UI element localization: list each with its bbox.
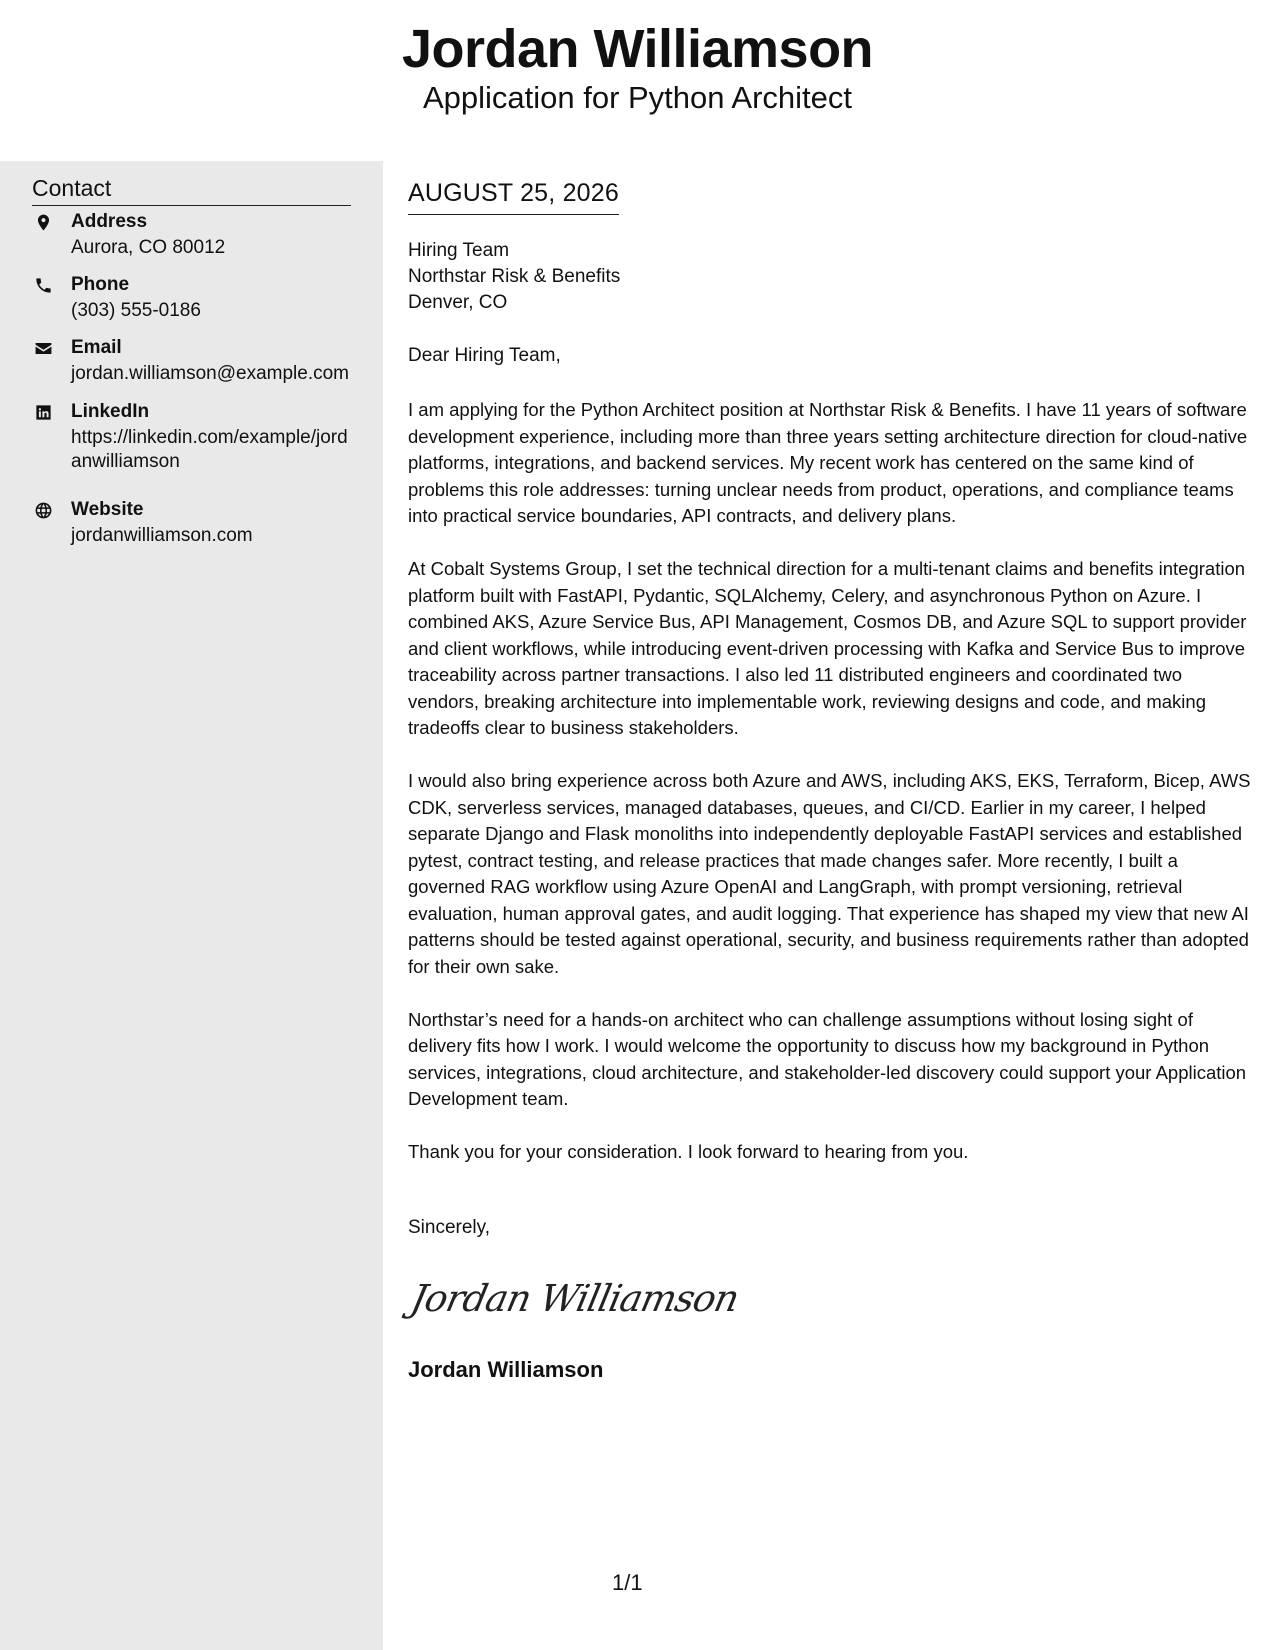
contact-website-value[interactable]: jordanwilliamson.com — [71, 525, 253, 546]
contact-heading: Contact — [32, 175, 351, 206]
page-number: 1/1 — [612, 1570, 643, 1595]
application-subtitle: Application for Python Architect — [422, 80, 853, 115]
handwritten-signature — [407, 1269, 743, 1329]
contact-email-label: Email — [71, 337, 122, 358]
phone-icon — [32, 274, 54, 296]
contact-phone-label: Phone — [71, 274, 130, 295]
recipient-line: Denver, CO — [408, 292, 508, 313]
recipient-line: Northstar Risk & Benefits — [408, 266, 621, 287]
letter-paragraph: I would also bring experience across both Azure and AWS, including AKS, EKS, Terraform, Bicep, AWS CDK, serverless services, managed databases, queues, and CI/CD. Earlier in my career, I helped separate Django and Flask monoliths into independently deployable FastAPI services and established pytest, contract testing, and release practices that made changes safer. More recently, I built a governed RAG workflow using Azure OpenAI and LangGraph, with prompt versioning, retrieval evaluation, human approval gates, and audit logging. That experience has shaped my view that new AI patterns should be tested against operational, security, and business requirements rather than adopted for their own sake. — [408, 770, 1251, 977]
letter-header — [0, 0, 1275, 161]
contact-website-label: Website — [71, 499, 144, 520]
contact-linkedin-value[interactable]: https://linkedin.com/example/jordanwilliamson — [71, 427, 348, 472]
letter-date: AUGUST 25, 2026 — [408, 179, 619, 215]
signer-name: Jordan Williamson — [408, 1357, 604, 1382]
contact-sidebar — [0, 161, 383, 1650]
applicant-name: Jordan Williamson — [401, 19, 874, 79]
recipient-block — [408, 238, 620, 316]
letter-paragraph: Northstar’s need for a hands-on architect who can challenge assumptions without losing sight of delivery fits how I work. I would welcome the opportunity to discuss how my background in Python services, integrations, cloud architecture, and stakeholder-led discovery could support your Application Development team. — [408, 1008, 1247, 1109]
contact-phone-value: (303) 555-0186 — [71, 300, 201, 321]
letter-paragraphs — [408, 397, 1253, 1192]
contact-linkedin-label: LinkedIn — [71, 401, 150, 422]
signature-text: Jordan Williamson — [407, 1276, 743, 1320]
letter-paragraph: Thank you for your consideration. I look forward to hearing from you. — [408, 1141, 969, 1162]
contact-email-value[interactable]: jordan.williamson@example.com — [71, 363, 350, 384]
globe-icon — [32, 499, 54, 521]
letter-paragraph: At Cobalt Systems Group, I set the technical direction for a multi-tenant claims and benefits integration platform built with FastAPI, Pydantic, SQLAlchemy, Celery, and asynchronous Python on Azure. I combined AKS, Azure Service Bus, API Management, Cosmos DB, and Azure SQL to support provider and client workflows, while introducing event-driven processing with Kafka and Service Bus to improve traceability across partner transactions. I also led 11 distributed engineers and coordinated two vendors, breaking architecture into implementable work, reviewing designs and code, and making tradeoffs clear to business stakeholders. — [408, 558, 1247, 738]
closing: Sincerely, — [408, 1217, 491, 1238]
linkedin-icon — [32, 401, 54, 423]
contact-address-value: Aurora, CO 80012 — [71, 237, 226, 258]
contact-address-label: Address — [71, 211, 148, 232]
letter-paragraph: I am applying for the Python Architect position at Northstar Risk & Benefits. I have 11 years of software development experience, including more than three years setting architecture direction for cloud-native platforms, integrations, and backend services. My recent work has centered on the same kind of problems this role addresses: turning unclear needs from product, operations, and compliance teams into practical service boundaries, API contracts, and delivery plans. — [408, 399, 1248, 526]
salutation: Dear Hiring Team, — [408, 345, 561, 366]
recipient-line: Hiring Team — [408, 240, 510, 261]
map-pin-icon — [32, 211, 54, 233]
envelope-icon — [32, 337, 54, 359]
